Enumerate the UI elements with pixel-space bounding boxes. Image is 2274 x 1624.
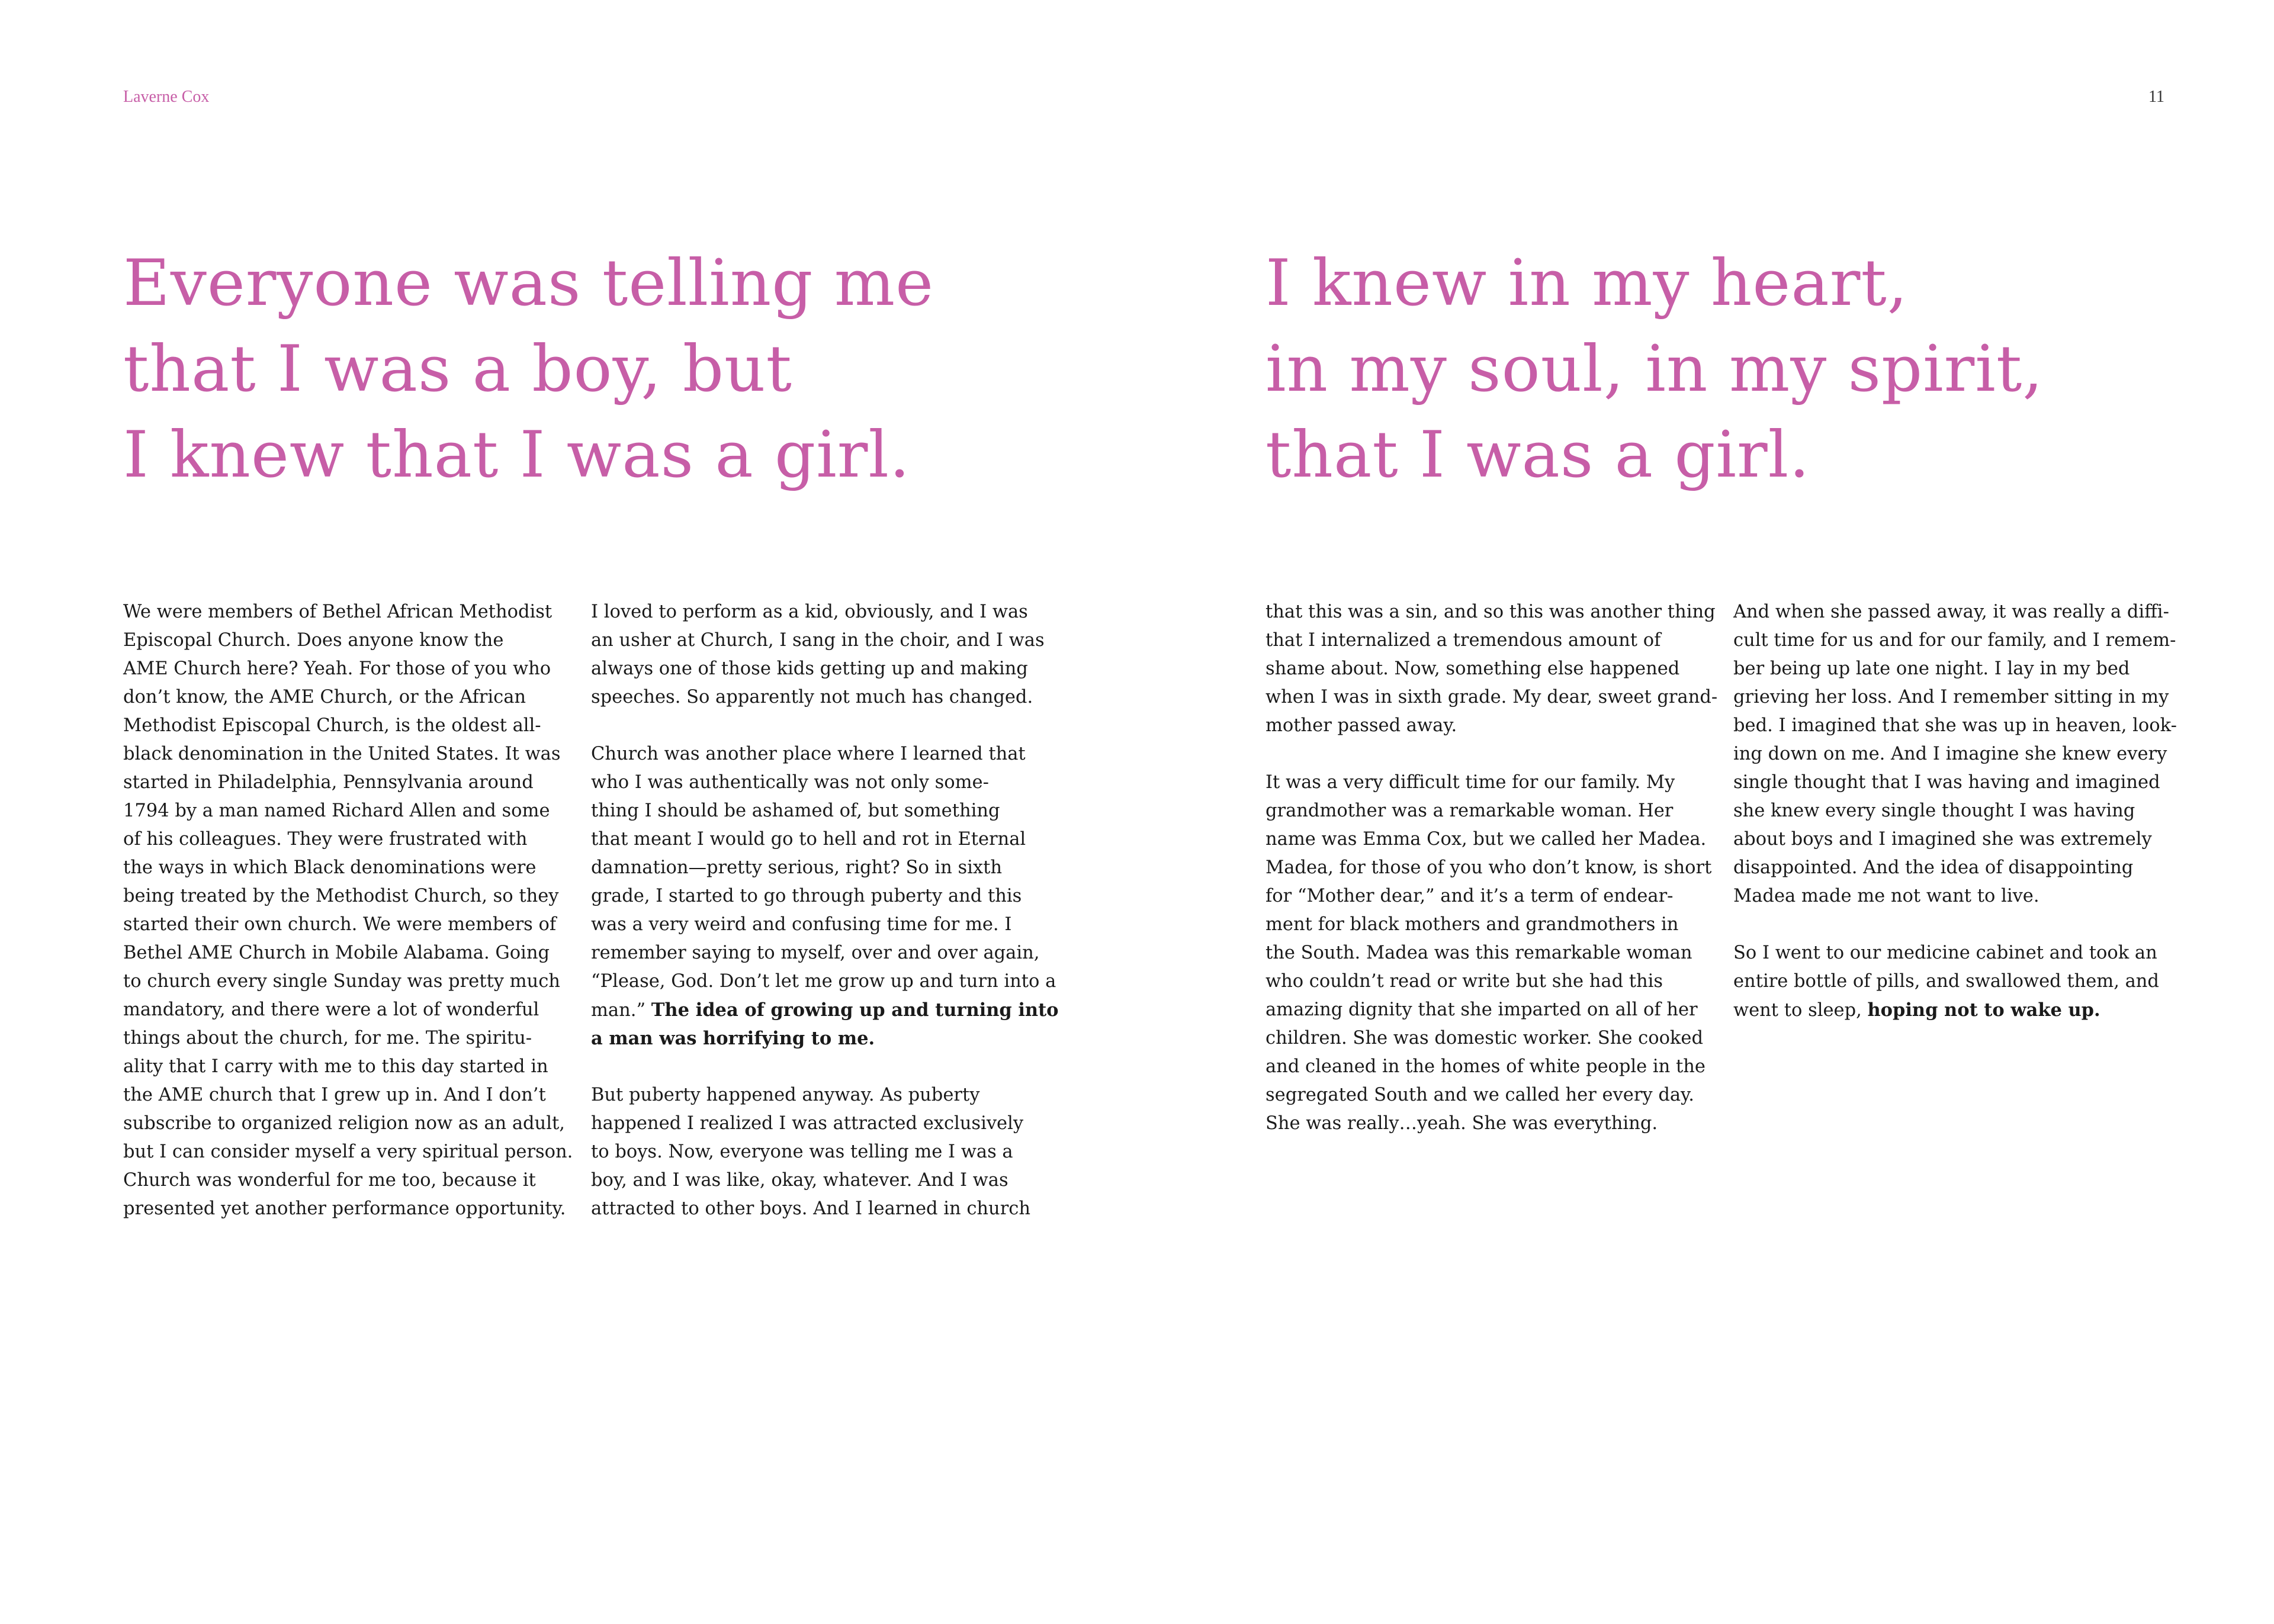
text-line: being treated by the Methodist Church, so they	[123, 886, 559, 906]
text-line: that meant I would go to hell and rot in Eternal	[591, 829, 1026, 850]
text-line: boy, and I was like, okay, whatever. And I was	[591, 1170, 1008, 1191]
text-run: went to sleep,	[1733, 1000, 1868, 1021]
text-line: presented yet another performance opportunity.	[123, 1198, 566, 1219]
text-line: who couldn’t read or write but she had this	[1266, 971, 1663, 992]
text-line: speeches. So apparently not much has changed.	[591, 687, 1033, 708]
text-line: black denomination in the United States. It was	[123, 744, 561, 764]
bold-emphasis: hoping not to wake up.	[1867, 999, 2100, 1021]
pull-quote-line: Everyone was telling me	[123, 246, 934, 320]
text-line: segregated South and we called her every day.	[1266, 1085, 1694, 1105]
text-line: grieving her loss. And I remember sitting in my	[1733, 687, 2169, 708]
text-line: don’t know, the AME Church, or the African	[123, 687, 526, 708]
body-column-1	[123, 598, 573, 1223]
text-line: who I was authentically was not only some-	[591, 772, 989, 793]
pull-quote-line: I knew in my heart,	[1266, 246, 1909, 320]
text-line: 1794 by a man named Richard Allen and some	[123, 800, 550, 821]
text-line: happened I realized I was attracted exclusively	[591, 1113, 1024, 1134]
text-line: She was really…yeah. She was everything.	[1266, 1113, 1658, 1134]
text-line: Episcopal Church. Does anyone know the	[123, 630, 504, 651]
text-line: So I went to our medicine cabinet and took an	[1733, 943, 2157, 963]
text-line: Methodist Episcopal Church, is the oldest all-	[123, 715, 541, 736]
pull-quote-left	[123, 240, 1047, 498]
body-column-2	[591, 598, 1059, 1223]
text-line: Madea made me not want to live.	[1733, 886, 2039, 906]
paragraph-break	[1733, 911, 2175, 939]
text-line: attracted to other boys. And I learned in church	[591, 1198, 1031, 1219]
text-line: and cleaned in the homes of white people in the	[1266, 1056, 1706, 1077]
text-line: started their own church. We were members of	[123, 914, 557, 935]
text-line: I loved to perform as a kid, obviously, and I was	[591, 602, 1028, 622]
text-line: Madea, for those of you who don’t know, is short	[1266, 857, 1712, 878]
body-column-3	[1266, 598, 1718, 1138]
text-line: she knew every single thought I was having	[1733, 800, 2135, 821]
text-line: ality that I carry with me to this day started in	[123, 1056, 548, 1077]
text-line: entire bottle of pills, and swallowed them, and	[1733, 971, 2159, 992]
text-line: but I can consider myself a very spiritual person.	[123, 1141, 573, 1162]
page-number: 11	[2148, 88, 2164, 106]
text-line: mother passed away.	[1266, 715, 1457, 736]
text-line: ber being up late one night. I lay in my bed	[1733, 658, 2130, 679]
text-line: We were members of Bethel African Methodist	[123, 602, 553, 622]
bold-emphasis: The idea of growing up and turning into	[651, 999, 1059, 1021]
text-line: about boys and I imagined she was extremely	[1733, 829, 2152, 850]
pull-quote-line: I knew that I was a girl.	[123, 418, 911, 492]
text-line: disappointed. And the idea of disappointing	[1733, 857, 2134, 878]
text-line: But puberty happened anyway. As puberty	[591, 1085, 980, 1105]
text-line	[1733, 996, 2175, 1024]
text-line: shame about. Now, something else happened	[1266, 658, 1680, 679]
pull-quote-line: that I was a boy, but	[123, 332, 792, 406]
text-line: ment for black mothers and grandmothers in	[1266, 914, 1679, 935]
text-line: always one of those kids getting up and making	[591, 658, 1028, 679]
text-line: to boys. Now, everyone was telling me I was a	[591, 1141, 1013, 1162]
text-line: AME Church here? Yeah. For those of you who	[123, 658, 551, 679]
text-line: for “Mother dear,” and it’s a term of endear-	[1266, 886, 1674, 906]
text-line: amazing dignity that she imparted on all of her	[1266, 999, 1698, 1020]
text-line: name was Emma Cox, but we called her Madea.	[1266, 829, 1707, 850]
text-line: “Please, God. Don’t let me grow up and turn into a	[591, 971, 1056, 992]
paragraph-break	[591, 712, 1032, 740]
text-line: that this was a sin, and so this was another thing	[1266, 602, 1716, 622]
text-line: cult time for us and for our family, and I remem-	[1733, 630, 2176, 651]
text-line: grade, I started to go through puberty and this	[591, 886, 1022, 906]
text-line: things about the church, for me. The spiritu-	[123, 1028, 532, 1049]
pull-quote-right	[1266, 240, 2213, 498]
text-line: that I internalized a tremendous amount of	[1266, 630, 1661, 651]
pull-quote-line: that I was a girl.	[1266, 418, 1810, 492]
text-line: thing I should be ashamed of, but something	[591, 800, 1000, 821]
text-line: subscribe to organized religion now as an adult,	[123, 1113, 565, 1134]
text-line	[591, 996, 1059, 1024]
text-line	[591, 1024, 1032, 1053]
text-line: an usher at Church, I sang in the choir, and I was	[591, 630, 1045, 651]
text-line: single thought that I was having and imagined	[1733, 772, 2160, 793]
text-line: Church was wonderful for me too, because it	[123, 1170, 536, 1191]
text-line: Bethel AME Church in Mobile Alabama. Going	[123, 943, 550, 963]
text-line: was a very weird and confusing time for me. I	[591, 914, 1012, 935]
text-line: And when she passed away, it was really a diffi-	[1733, 602, 2169, 622]
text-line: of his colleagues. They were frustrated with	[123, 829, 528, 850]
text-line: the South. Madea was this remarkable woman	[1266, 943, 1692, 963]
text-line: grandmother was a remarkable woman. Her	[1266, 800, 1674, 821]
body-column-4	[1733, 598, 2175, 1024]
text-line: remember saying to myself, over and over again,	[591, 943, 1040, 963]
text-line: children. She was domestic worker. She cooked	[1266, 1028, 1703, 1049]
text-line: mandatory, and there were a lot of wonderful	[123, 999, 539, 1020]
paragraph-break	[591, 1053, 1032, 1081]
running-head-author: Laverne Cox	[123, 88, 210, 106]
text-line: Church was another place where I learned that	[591, 744, 1026, 764]
text-line: damnation—pretty serious, right? So in sixth	[591, 857, 1003, 878]
text-run: man.”	[591, 1000, 651, 1021]
text-line: started in Philadelphia, Pennsylvania around	[123, 772, 534, 793]
text-line: to church every single Sunday was pretty much	[123, 971, 560, 992]
text-line: when I was in sixth grade. My dear, sweet grand-	[1266, 687, 1718, 708]
text-line: the AME church that I grew up in. And I don’t	[123, 1085, 546, 1105]
bold-emphasis: a man was horrifying to me.	[591, 1028, 875, 1049]
text-line: bed. I imagined that she was up in heaven, look-	[1733, 715, 2177, 736]
text-line: ing down on me. And I imagine she knew every	[1733, 744, 2167, 764]
text-line: the ways in which Black denominations were	[123, 857, 537, 878]
paragraph-break	[1266, 740, 1707, 768]
pull-quote-line: in my soul, in my spirit,	[1266, 332, 2044, 406]
text-line: It was a very difficult time for our family. My	[1266, 772, 1675, 793]
